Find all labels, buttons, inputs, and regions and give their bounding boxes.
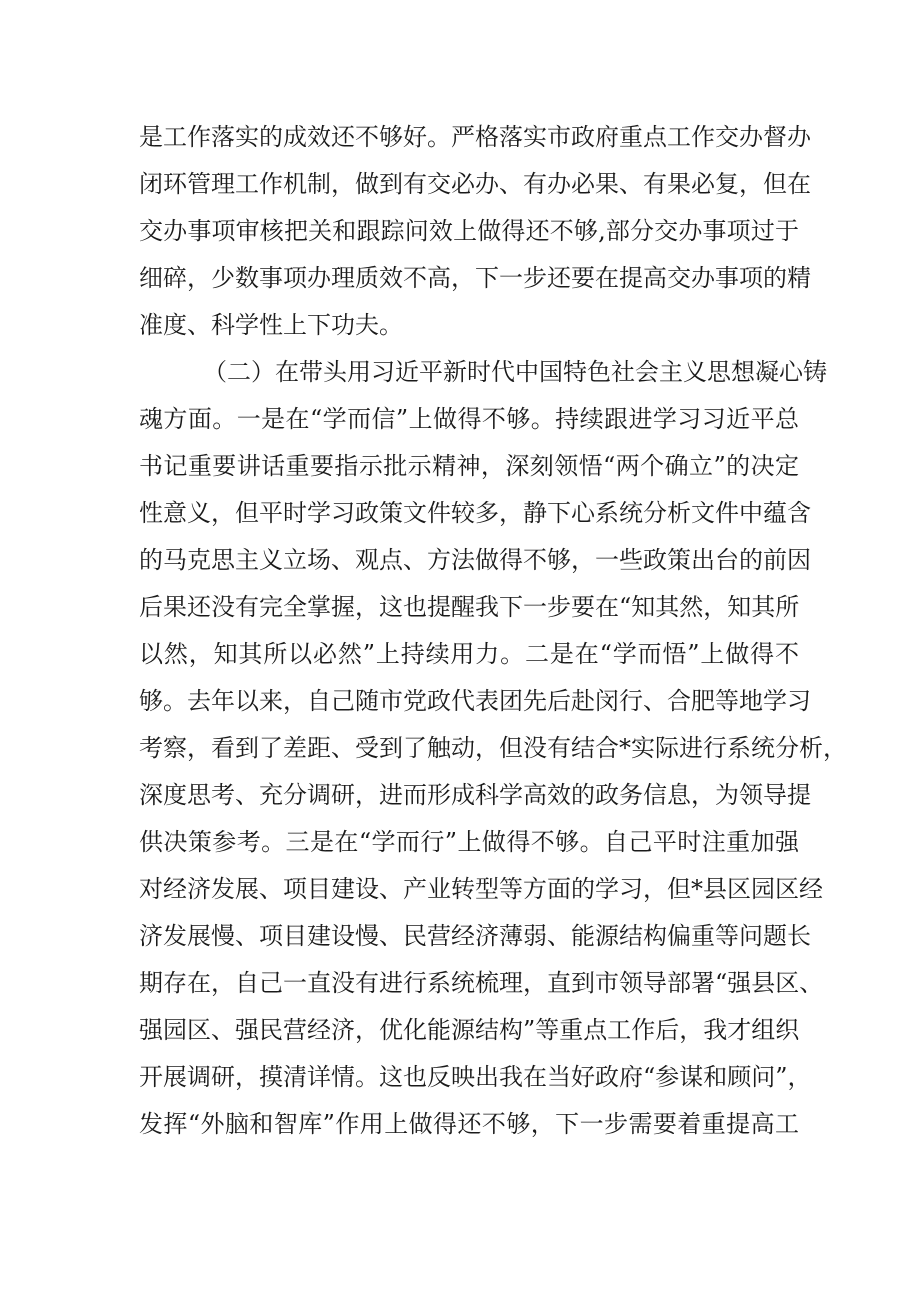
text-line: 期存在，自己一直没有进行系统梳理，直到市领导部署“强县区、 xyxy=(139,969,824,997)
text-line: 是工作落实的成效还不够好。严格落实市政府重点工作交办督办 xyxy=(139,123,811,151)
text-line: 强园区、强民营经济，优化能源结构”等重点工作后，我才组织 xyxy=(139,1016,800,1044)
text-line: 闭环管理工作机制，做到有交必办、有办必果、有果必复，但在 xyxy=(139,170,811,198)
text-line: 济发展慢、项目建设慢、民营经济薄弱、能源结构偏重等问题长 xyxy=(139,922,811,950)
text-line: 发挥“外脑和智库”作用上做得还不够，下一步需要着重提高工 xyxy=(139,1110,799,1138)
text-line: 供决策参考。三是在“学而行”上做得不够。自己平时注重加强 xyxy=(139,828,799,856)
text-line: 性意义，但平时学习政策文件较多，静下心系统分析文件中蕴含 xyxy=(139,499,811,527)
text-line: 开展调研，摸清详情。这也反映出我在当好政府“参谋和顾问”， xyxy=(139,1063,812,1091)
text-line: 对经济发展、项目建设、产业转型等方面的学习，但*县区园区经 xyxy=(139,875,823,903)
text-line: 够。去年以来，自己随市党政代表团先后赴闵行、合肥等地学习 xyxy=(139,687,811,715)
document-body xyxy=(139,114,847,1148)
text-line: 准度、科学性上下功夫。 xyxy=(139,311,403,339)
text-line: 考察，看到了差距、受到了触动，但没有结合*实际进行系统分析， xyxy=(139,734,847,762)
text-line: 后果还没有完全掌握，这也提醒我下一步要在“知其然，知其所 xyxy=(139,593,800,621)
text-line: 的马克思主义立场、观点、方法做得不够，一些政策出台的前因 xyxy=(139,546,811,574)
text-line: 深度思考、充分调研，进而形成科学高效的政务信息，为领导提 xyxy=(139,781,811,809)
text-line: 以然，知其所以必然”上持续用力。二是在“学而悟”上做得不 xyxy=(139,640,799,668)
text-line: （二）在带头用习近平新时代中国特色社会主义思想凝心铸 xyxy=(203,358,827,386)
text-line: 细碎，少数事项办理质效不高，下一步还要在提高交办事项的精 xyxy=(139,264,811,292)
paragraph-2 xyxy=(139,349,847,1148)
text-line: 魂方面。一是在“学而信”上做得不够。持续跟进学习习近平总 xyxy=(139,405,799,433)
text-line: 书记重要讲话重要指示批示精神，深刻领悟“两个确立”的决定 xyxy=(139,452,799,480)
paragraph-1 xyxy=(139,114,811,349)
text-line: 交办事项审核把关和跟踪问效上做得还不够,部分交办事项过于 xyxy=(139,217,799,245)
